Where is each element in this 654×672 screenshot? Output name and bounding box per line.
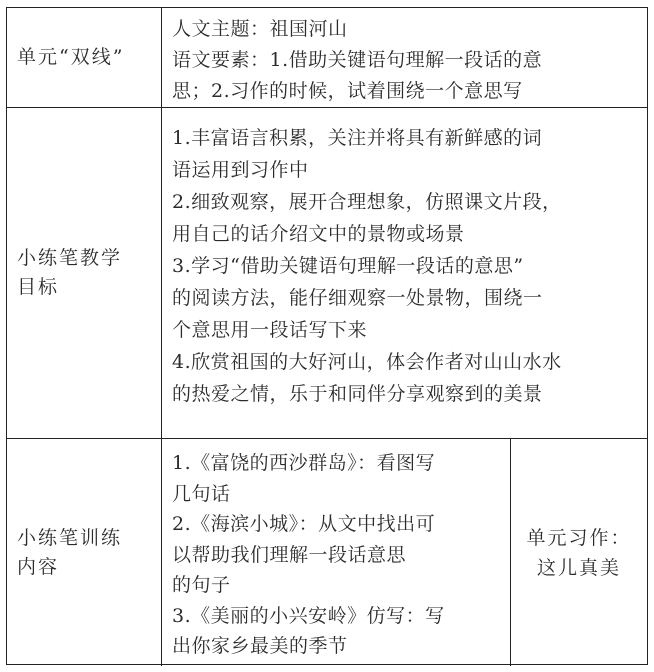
row-header-line: 小练笔训练 xyxy=(17,526,123,549)
table-row-teaching-goals xyxy=(7,108,647,439)
row-header-label xyxy=(17,43,124,72)
row-header-line: 单元“双线” xyxy=(17,46,125,68)
content-line: 的句子 xyxy=(172,574,231,596)
row-header-cell xyxy=(7,108,162,438)
exercise-list-cell xyxy=(162,439,511,666)
row-content-cell xyxy=(162,108,647,438)
unit-writing-line: 这儿真美 xyxy=(536,556,621,579)
content-line: 2.《海滨小城》：从文中找出可 xyxy=(172,513,436,535)
content-line: 1.《富饶的西沙群岛》：看图写 xyxy=(172,452,436,474)
row-header-cell xyxy=(7,439,162,666)
row-header-cell xyxy=(7,8,162,107)
row-header-line: 目标 xyxy=(17,276,60,298)
table-row-unit-dual-line xyxy=(7,8,647,108)
content-line: 几句话 xyxy=(172,482,231,505)
content-line: 3.《美丽的小兴安岭》仿写：写 xyxy=(172,604,445,627)
row-content-cell xyxy=(162,8,647,107)
content-line: 人文主题：祖国河山 xyxy=(172,18,348,40)
content-line: 1.丰富语言积累，关注并将具有新鲜感的词 xyxy=(172,127,543,149)
content-line: 的阅读方法，能仔细观察一处景物，围绕一 xyxy=(172,287,543,309)
content-line: 以帮助我们理解一段话意思 xyxy=(172,543,407,566)
row-header-label xyxy=(17,244,122,302)
content-line: 用自己的话介绍文中的景物或场景 xyxy=(172,223,465,245)
content-line: 个意思用一段话写下来 xyxy=(172,319,368,341)
table-row-training-content xyxy=(7,439,647,666)
lesson-plan-table xyxy=(6,7,648,665)
content-line: 思；2.习作的时候，试着围绕一个意思写 xyxy=(172,80,523,102)
content-line: 语文要素：1.借助关键语句理解一段话的意 xyxy=(172,49,543,71)
content-line: 出你家乡最美的季节 xyxy=(172,635,348,657)
row-header-line: 内容 xyxy=(17,555,60,578)
content-line: 语运用到习作中 xyxy=(172,159,309,181)
row-header-label xyxy=(17,524,122,582)
content-line: 4.欣赏祖国的大好河山，体会作者对山山水水 xyxy=(172,351,562,373)
content-line: 2.细致观察，展开合理想象，仿照课文片段， xyxy=(172,191,562,213)
unit-writing-cell xyxy=(511,439,647,666)
content-line: 的热爱之情，乐于和同伴分享观察到的美景 xyxy=(172,383,543,405)
content-line: 3.学习“借助关键语句理解一段话的意思” xyxy=(172,255,524,277)
row-header-line: 小练笔教学 xyxy=(17,247,123,269)
unit-writing-line: 单元习作： xyxy=(526,526,632,549)
